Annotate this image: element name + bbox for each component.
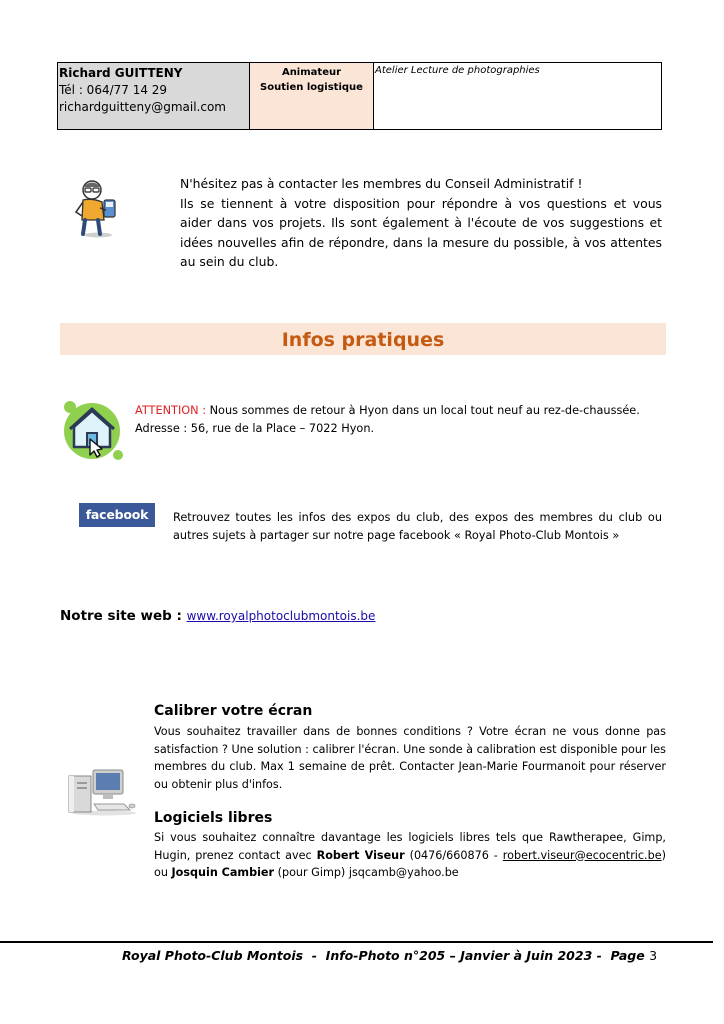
attention-label: ATTENTION : [135,404,207,417]
contact-table [57,62,662,130]
contact-role-cell [250,63,374,129]
logiciels-text-1: Si vous souhaitez connaître davantage les logiciels libres tels que Rawtherapee, Gimp, Hugin, prenez contact avec [154,831,666,862]
contact-email: richardguitteny@gmail.com [59,100,226,114]
contact-name-josquin: Josquin Cambier [171,866,275,879]
attention-text: Nous sommes de retour à Hyon dans un local tout neuf au rez-de-chaussée. [206,404,640,417]
intro-paragraph [180,174,662,272]
footer-text: Royal Photo-Club Montois - Info-Photo n°205 – Janvier à Juin 2023 - Page [122,948,650,963]
facebook-paragraph: Retrouvez toutes les infos des expos du club, des expos des membres du club ou autres sujets à partager sur notre page facebook « Royal Photo-Club Montois » [173,511,662,542]
logiciels-title: Logiciels libres [154,810,273,826]
person-phone-icon [70,178,126,238]
contact-name: Richard GUITTENY [59,66,183,80]
intro-line-1: N'hésitez pas à contacter les membres du Conseil Administratif ! [180,176,583,191]
website-link[interactable]: www.royalphotoclubmontois.be [186,609,376,623]
calibrer-title: Calibrer votre écran [154,703,313,719]
footer-rule [0,941,713,943]
website-line [60,608,375,624]
logiciels-paragraph [154,829,666,882]
contact-phone: Tél : 064/77 14 29 [59,83,168,97]
contact-role-1: Animateur [281,67,342,78]
contact-activity: Atelier Lecture de photographies [375,65,540,76]
logiciels-text-4: (pour Gimp) jsqcamb@yahoo.be [274,866,459,879]
logiciels-text-2: (0476/660876 - [404,848,503,862]
contact-role-2: Soutien logistique [260,82,363,93]
logiciels-text-3: ) ou [154,848,666,879]
contact-info-cell [58,63,250,129]
computer-icon [66,766,138,816]
page-footer [122,948,657,963]
email-link-robert[interactable]: robert.viseur@ecocentric.be [502,848,662,862]
house-icon [60,397,126,463]
attention-paragraph [135,402,675,438]
intro-line-2: Ils se tiennent à votre disposition pour répondre à vos questions et vous aider dans vos projets. Ils sont également à l'écoute de vos suggestions et idées nouvelles afin de répondre, dans la mesure du possible, à vos attentes au sein du club. [180,195,662,269]
facebook-logo[interactable]: facebook [79,503,155,527]
section-title: Infos pratiques [281,329,445,351]
website-label: Notre site web : [60,608,182,624]
attention-address: Adresse : 56, rue de la Place – 7022 Hyon. [135,422,375,435]
calibrer-paragraph: Vous souhaitez travailler dans de bonnes conditions ? Votre écran ne vous donne pas satisfaction ? Une solution : calibrer l'écran. Une sonde à calibration est disponible pour les membres du club. Max 1 semaine de prêt. Contacter Jean-Marie Fourmanoit pour réserver ou obtenir plus d'infos. [154,725,666,791]
contact-name-robert: Robert Viseur [316,848,405,862]
page-number: 3 [649,948,658,963]
section-banner [60,323,666,355]
